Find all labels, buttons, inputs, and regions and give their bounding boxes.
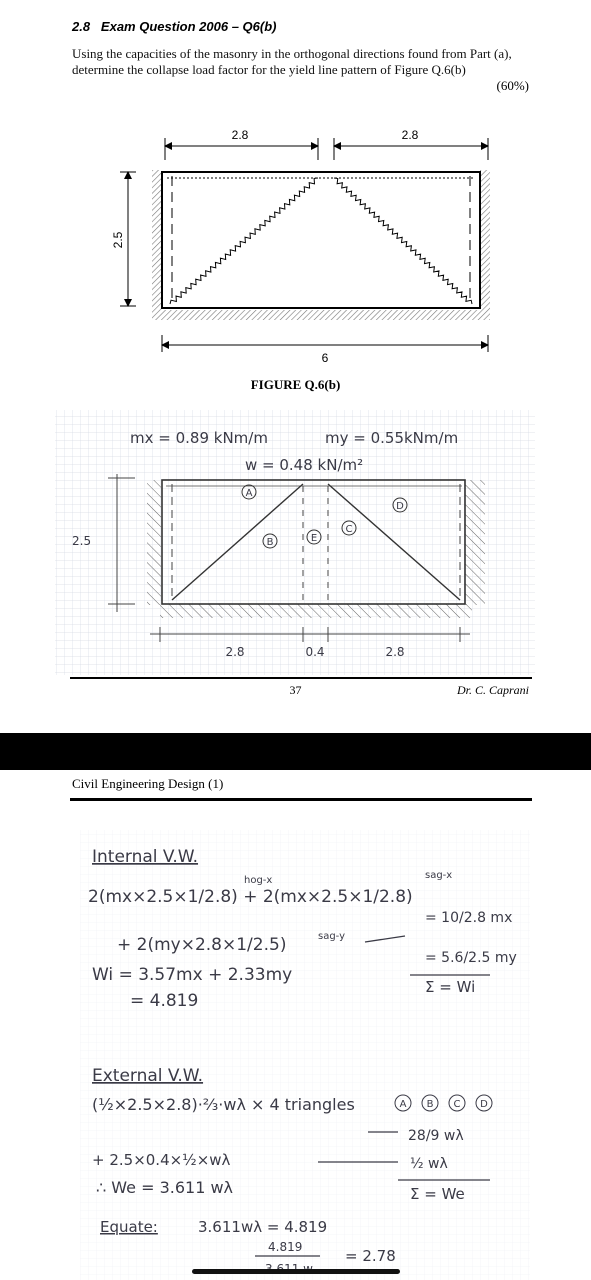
internal-eq2-result: = 5.6/2.5 my bbox=[425, 950, 517, 966]
external-sum: Σ = We bbox=[410, 1185, 465, 1203]
svg-text:E: E bbox=[310, 533, 318, 544]
svg-text:D: D bbox=[480, 1099, 488, 1110]
sketch-dim-mid: 0.4 bbox=[305, 645, 325, 659]
internal-eq1-result: = 10/2.8 mx bbox=[425, 910, 513, 926]
sketch-w: w = 0.48 kN/m² bbox=[245, 456, 364, 474]
sag-x-label: sag-x bbox=[425, 870, 453, 881]
sketch-dim-right: 2.8 bbox=[385, 645, 405, 659]
svg-text:B: B bbox=[266, 537, 274, 548]
external-line2: + 2.5×0.4×½×wλ bbox=[92, 1151, 231, 1169]
author: Dr. C. Caprani bbox=[456, 683, 529, 697]
internal-sum: Σ = Wi bbox=[425, 978, 476, 996]
question-title: Exam Question 2006 – Q6(b) bbox=[100, 19, 277, 34]
we-equation: ∴ We = 3.611 wλ bbox=[96, 1178, 234, 1197]
svg-text:A: A bbox=[245, 488, 253, 499]
svg-text:A: A bbox=[399, 1099, 407, 1110]
wi-value: = 4.819 bbox=[130, 991, 199, 1011]
sag-y-label: sag-y bbox=[318, 931, 346, 942]
marks-percentage: (60%) bbox=[496, 78, 529, 93]
grid-paper bbox=[55, 410, 535, 675]
dim-label-left: 2.8 bbox=[231, 128, 249, 142]
sketch-right-support bbox=[465, 480, 485, 605]
page-number: 37 bbox=[289, 683, 302, 697]
internal-vw-title: Internal V.W. bbox=[92, 847, 199, 867]
svg-text:D: D bbox=[396, 501, 404, 512]
question-text: Using the capacities of the masonry in the orthogonal directions found from Part (a), determine the collapse load factor for the yield line pattern of Figure Q.6(b) bbox=[72, 46, 512, 77]
internal-eq2: + 2(my×2.8×1/2.5) bbox=[117, 935, 287, 955]
equate-label: Equate: bbox=[100, 1218, 158, 1236]
fraction-result: = 2.78 bbox=[345, 1247, 396, 1265]
fraction-numerator: 4.819 bbox=[268, 1240, 303, 1254]
external-line1: (½×2.5×2.8)·⅔·wλ × 4 triangles bbox=[92, 1095, 355, 1114]
sketch-my: my = 0.55kNm/m bbox=[325, 429, 459, 447]
internal-eq1: 2(mx×2.5×1/2.8) + 2(mx×2.5×1/2.8) bbox=[88, 887, 413, 907]
external-line2-result: ½ wλ bbox=[410, 1156, 448, 1172]
external-line1-result: 28/9 wλ bbox=[408, 1128, 464, 1144]
dim-label-total: 6 bbox=[321, 351, 329, 365]
svg-text:C: C bbox=[453, 1099, 461, 1110]
sketch-left-support bbox=[147, 480, 161, 605]
svg-text:C: C bbox=[345, 524, 353, 535]
dim-label-height: 2.5 bbox=[111, 231, 125, 249]
sketch-dim-left: 2.8 bbox=[225, 645, 245, 659]
svg-text:B: B bbox=[426, 1099, 434, 1110]
external-vw-title: External V.W. bbox=[92, 1066, 204, 1086]
question-number: 2.8 bbox=[72, 19, 91, 34]
hog-x-label: hog-x bbox=[244, 875, 273, 886]
sketch-dim-height: 2.5 bbox=[72, 534, 92, 548]
home-indicator[interactable] bbox=[192, 1269, 400, 1274]
running-header: Civil Engineering Design (1) bbox=[72, 776, 224, 791]
handwritten-working bbox=[0, 770, 591, 1280]
dim-label-right: 2.8 bbox=[401, 128, 419, 142]
document-page-2 bbox=[0, 770, 591, 1280]
footer-rule bbox=[70, 677, 532, 679]
sketch-mx: mx = 0.89 kNm/m bbox=[130, 429, 268, 447]
figure-caption: FIGURE Q.6(b) bbox=[250, 377, 341, 392]
wi-equation: Wi = 3.57mx + 2.33my bbox=[92, 965, 293, 985]
equate-equation: 3.611wλ = 4.819 bbox=[198, 1218, 328, 1236]
sketch-base-support bbox=[160, 604, 472, 618]
